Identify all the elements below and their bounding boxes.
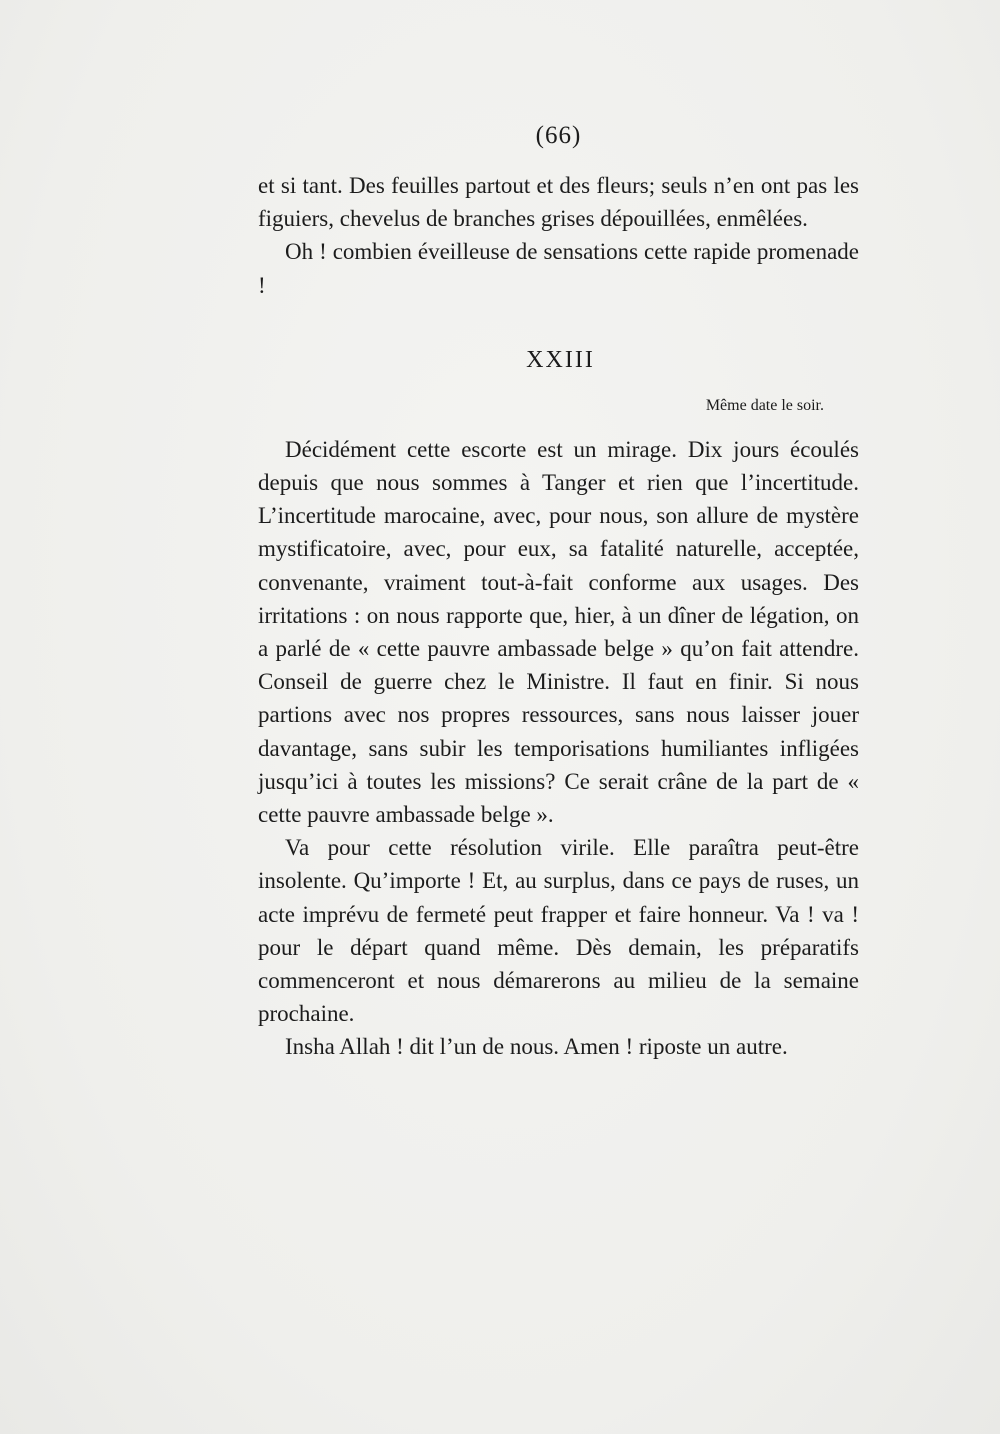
chapter-heading: XXIII	[526, 346, 595, 373]
chapter-paragraph-2: Va pour cette résolution virile. Elle paraîtra peut-être insolente. Qu’importe ! Et, au surplus, dans ce pays de ruses, un acte imprévu de fermeté peut frapper et faire honneur. Va ! va ! pour le départ quand même. Dès demain, les préparatifs commenceront et nous démarerons au milieu de la semaine prochaine.	[258, 835, 859, 1027]
chapter-paragraph-3: Insha Allah ! dit l’un de nous. Amen ! riposte un autre.	[285, 1034, 788, 1060]
text-block	[258, 169, 859, 1064]
continuation-paragraph-2: Oh ! combien éveilleuse de sensations cette rapide promenade !	[258, 239, 859, 298]
chapter-paragraph-1: Décidément cette escorte est un mirage. Dix jours écoulés depuis que nous sommes à Tanger et rien que l’incertitude. L’incertitude marocaine, avec, pour nous, son allure de mystère mystificatoire, avec, pour eux, sa fatalité naturelle, acceptée, convenante, vraiment tout-à-fait conforme aux usages. Des irritations : on nous rapporte que, hier, à un dîner de légation, on a parlé de « cette pauvre ambassade belge » qu’on fait attendre. Conseil de guerre chez le Ministre. Il faut en finir. Si nous partions avec nos propres ressources, sans nous laisser jouer davantage, sans subir les temporisations humiliantes infligées jusqu’ici à toutes les missions? Ce serait crâne de la part de « cette pauvre ambassade belge ».	[258, 436, 859, 828]
page-number: (66)	[535, 122, 582, 149]
chapter-dateline: Même date le soir.	[705, 396, 824, 414]
continuation-paragraph-1: et si tant. Des feuilles partout et des fleurs; seuls n’en ont pas les figuiers, chevelus de branches grises dépouillées, enmêlées.	[258, 173, 859, 232]
